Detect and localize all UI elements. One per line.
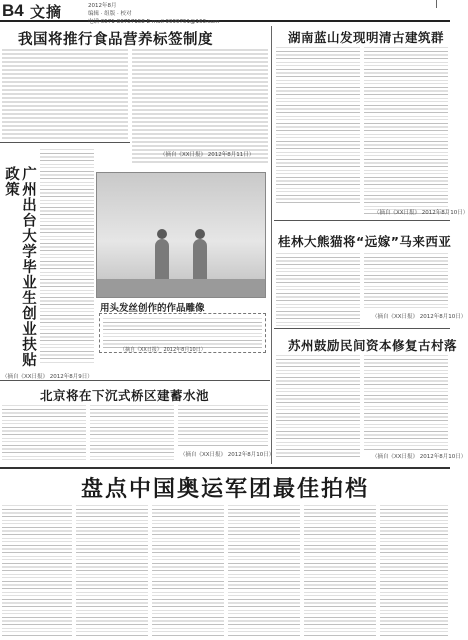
article-beijing-col3 xyxy=(178,404,268,448)
masthead xyxy=(0,0,450,25)
byline-panda: （摘自《XX日报》 2012年8月10日） xyxy=(372,314,467,320)
article-suzhou-col2 xyxy=(364,354,448,450)
article-food-safety-col1 xyxy=(2,48,128,140)
article-olympics-col1 xyxy=(2,504,72,638)
article-panda-col1 xyxy=(276,252,360,326)
masthead-contact: 电话 0571-86757158 E-mail 9999751@163.com xyxy=(88,19,220,25)
byline-beijing: （摘自《XX日报》 2012年8月10日） xyxy=(180,452,275,458)
masthead-editors: 编辑 · 组版 · 校对 xyxy=(88,11,132,17)
article-beijing-col2 xyxy=(90,404,174,462)
headline-olympics: 盘点中国奥运军团最佳拍档 xyxy=(80,477,369,502)
divider-food-safety xyxy=(0,142,130,143)
masthead-meta xyxy=(88,2,219,26)
headline-suzhou: 苏州鼓励民间资本修复古村落 xyxy=(288,338,458,353)
byline-guangzhou: （摘自《XX日报》 2012年8月9日） xyxy=(2,374,93,380)
article-beijing-col1 xyxy=(2,404,86,462)
article-olympics-col2 xyxy=(76,504,148,638)
article-panda-col2 xyxy=(364,252,448,310)
divider-panda xyxy=(274,328,450,329)
byline-hunan: （摘自《XX日报》 2012年8月10日） xyxy=(374,210,468,216)
divider-olympics xyxy=(0,467,450,469)
photo-figure-left xyxy=(155,239,169,283)
article-food-safety-col3 xyxy=(158,48,268,148)
headline-beijing: 北京将在下沉式桥区建蓄水池 xyxy=(40,388,210,403)
article-photo-side xyxy=(198,172,268,290)
article-olympics-col6 xyxy=(380,504,448,638)
headline-guangzhou: 广州出台大学毕业生创业扶贴政策 xyxy=(3,166,36,368)
byline-suzhou: （摘自《XX日报》 2012年8月10日） xyxy=(372,454,467,460)
corner-mark xyxy=(436,0,450,8)
article-hunan-col1 xyxy=(276,46,360,206)
article-hunan-col2 xyxy=(364,46,448,216)
masthead-date: 2012年8月 xyxy=(88,3,117,9)
photo-credit: （摘自《XX日报》 2012年8月10日） xyxy=(120,347,206,353)
section-name: 文摘 xyxy=(30,3,63,21)
headline-food-safety: 我国将推行食品营养标签制度 xyxy=(18,32,213,48)
byline-food-safety: （摘自《XX日报》 2012年8月11日） xyxy=(160,152,255,158)
headline-hunan: 湖南蓝山发现明清古建筑群 xyxy=(288,30,445,45)
column-divider xyxy=(271,26,272,464)
section-number: B4 xyxy=(2,1,24,20)
divider-hunan xyxy=(274,220,450,221)
photo-caption-title: 用头发丝创作的作品雕像 xyxy=(100,303,205,314)
headline-panda: 桂林大熊猫将“远嫁”马来西亚 xyxy=(278,234,452,249)
article-olympics-col5 xyxy=(304,504,376,638)
article-suzhou-col1 xyxy=(276,354,360,460)
article-guangzhou-text xyxy=(40,148,94,364)
article-olympics-col4 xyxy=(228,504,300,638)
article-olympics-col3 xyxy=(152,504,224,638)
divider-photo xyxy=(0,380,270,381)
